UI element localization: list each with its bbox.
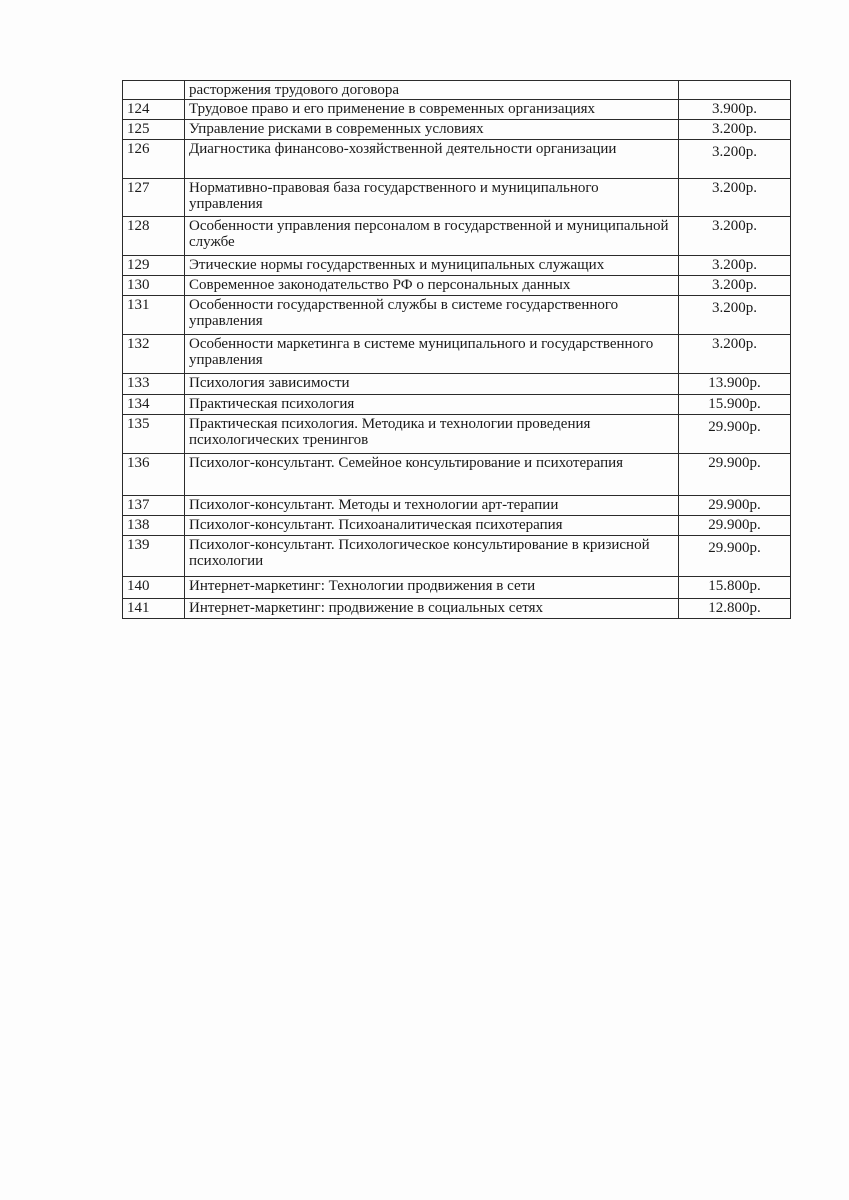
table-row — [123, 140, 791, 179]
course-name: Современное законодательство РФ о персональных данных — [185, 276, 679, 296]
course-name: Психология зависимости — [185, 374, 679, 395]
row-number: 127 — [123, 179, 185, 217]
course-price: 29.900р. — [679, 496, 791, 516]
table-row — [123, 276, 791, 296]
course-name: Диагностика финансово-хозяйственной деятельности организации — [185, 140, 679, 179]
course-price: 29.900р. — [679, 536, 791, 577]
course-name: Особенности управления персоналом в государственной и муниципальной службе — [185, 217, 679, 256]
course-price: 3.200р. — [679, 296, 791, 335]
table-row — [123, 496, 791, 516]
row-number: 139 — [123, 536, 185, 577]
course-name: Практическая психология — [185, 395, 679, 415]
table-row — [123, 516, 791, 536]
table-row — [123, 599, 791, 619]
course-price: 29.900р. — [679, 415, 791, 454]
course-name: Трудовое право и его применение в современных организациях — [185, 100, 679, 120]
course-name: Психолог-консультант. Семейное консультирование и психотерапия — [185, 454, 679, 496]
course-name: Интернет-маркетинг: продвижение в социальных сетях — [185, 599, 679, 619]
course-price: 29.900р. — [679, 454, 791, 496]
table-row — [123, 217, 791, 256]
course-name: Психолог-консультант. Методы и технологии арт-терапии — [185, 496, 679, 516]
course-price: 13.900р. — [679, 374, 791, 395]
row-number: 131 — [123, 296, 185, 335]
row-number: 141 — [123, 599, 185, 619]
course-price: 3.200р. — [679, 276, 791, 296]
table-row — [123, 374, 791, 395]
course-name: Практическая психология. Методика и технологии проведения психологических тренингов — [185, 415, 679, 454]
row-number: 126 — [123, 140, 185, 179]
table-row — [123, 536, 791, 577]
table-row — [123, 296, 791, 335]
course-price: 15.800р. — [679, 577, 791, 599]
table-row — [123, 100, 791, 120]
course-price-table — [122, 80, 791, 619]
row-number: 140 — [123, 577, 185, 599]
course-name: Нормативно-правовая база государственного и муниципального управления — [185, 179, 679, 217]
course-price: 3.200р. — [679, 335, 791, 374]
table-row — [123, 454, 791, 496]
table-row — [123, 81, 791, 100]
table-row — [123, 256, 791, 276]
course-price: 29.900р. — [679, 516, 791, 536]
course-name: Этические нормы государственных и муниципальных служащих — [185, 256, 679, 276]
course-price — [679, 81, 791, 100]
course-name: Интернет-маркетинг: Технологии продвижения в сети — [185, 577, 679, 599]
course-name: Психолог-консультант. Психологическое консультирование в кризисной психологии — [185, 536, 679, 577]
course-price: 3.200р. — [679, 120, 791, 140]
row-number: 136 — [123, 454, 185, 496]
row-number: 128 — [123, 217, 185, 256]
course-name: Особенности маркетинга в системе муниципального и государственного управления — [185, 335, 679, 374]
row-number: 132 — [123, 335, 185, 374]
course-price: 3.200р. — [679, 140, 791, 179]
course-name: расторжения трудового договора — [185, 81, 679, 100]
row-number: 125 — [123, 120, 185, 140]
row-number: 134 — [123, 395, 185, 415]
row-number: 133 — [123, 374, 185, 395]
table-row — [123, 395, 791, 415]
row-number: 129 — [123, 256, 185, 276]
course-price: 3.200р. — [679, 179, 791, 217]
row-number: 137 — [123, 496, 185, 516]
course-name: Управление рисками в современных условиях — [185, 120, 679, 140]
row-number: 138 — [123, 516, 185, 536]
table-row — [123, 577, 791, 599]
table-row — [123, 120, 791, 140]
table-row — [123, 179, 791, 217]
table-row — [123, 415, 791, 454]
row-number: 124 — [123, 100, 185, 120]
course-name: Особенности государственной службы в системе государственного управления — [185, 296, 679, 335]
course-name: Психолог-консультант. Психоаналитическая психотерапия — [185, 516, 679, 536]
course-price: 3.200р. — [679, 217, 791, 256]
table-row — [123, 335, 791, 374]
row-number — [123, 81, 185, 100]
course-price: 3.900р. — [679, 100, 791, 120]
course-price: 3.200р. — [679, 256, 791, 276]
course-price: 12.800р. — [679, 599, 791, 619]
course-price: 15.900р. — [679, 395, 791, 415]
row-number: 130 — [123, 276, 185, 296]
row-number: 135 — [123, 415, 185, 454]
